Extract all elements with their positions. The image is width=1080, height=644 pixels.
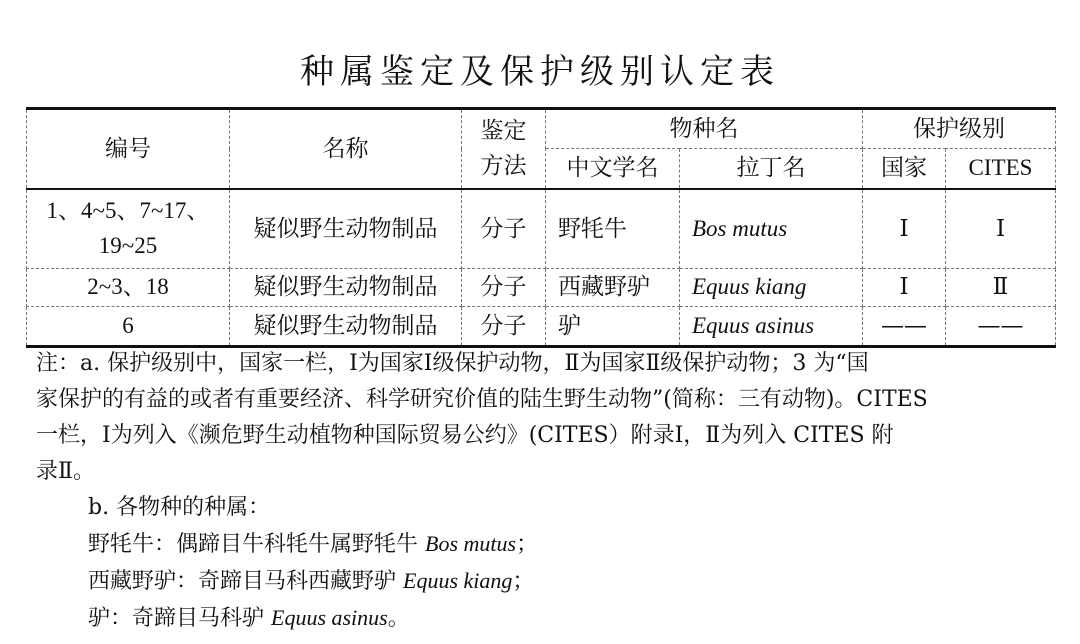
table-row [27, 189, 1056, 269]
header-method-line2: 方法 [480, 152, 527, 179]
row-latin-name: Equus asinus [680, 307, 863, 347]
row-cites-level: Ⅱ [946, 269, 1056, 307]
page-title: 种属鉴定及保护级别认定表 [300, 52, 780, 92]
header-national: 国家 [863, 149, 946, 189]
note-a-line: 一栏，Ⅰ为列入《濒危野生动植物种国际贸易公约》(CITES）附录Ⅰ，Ⅱ为列入 CITES 附 [36, 423, 894, 448]
row-method: 分子 [462, 189, 546, 269]
row-number [27, 189, 230, 269]
header-method [462, 109, 546, 189]
row-cites-level: —— [946, 307, 1056, 347]
header-latin-name: 拉丁名 [680, 149, 863, 189]
note-b-item-suffix: 。 [387, 606, 410, 631]
header-name: 名称 [230, 109, 462, 189]
note-b-item-text: 驴：奇蹄目马科驴 [88, 606, 271, 631]
note-a-line: 注：a. 保护级别中，国家一栏，Ⅰ为国家Ⅰ级保护动物，Ⅱ为国家Ⅱ级保护动物；3 为“国 [36, 351, 869, 376]
note-b-item [36, 563, 1026, 600]
note-b-item-latin: Equus asinus [271, 605, 388, 630]
note-b-item-suffix: ； [512, 569, 535, 594]
row-latin-name: Equus kiang [680, 269, 863, 307]
header-cites: CITES [946, 149, 1056, 189]
note-b-item-text: 西藏野驴：奇蹄目马科西藏野驴 [88, 569, 403, 594]
header-chinese-name: 中文学名 [546, 149, 680, 189]
row-number-line2: 19~25 [98, 232, 158, 258]
row-chinese-name: 西藏野驴 [546, 269, 680, 307]
note-a-line: 家保护的有益的或者有重要经济、科学研究价值的陆生野生动物”(简称：三有动物)。CITES [36, 387, 928, 412]
row-chinese-name: 野牦牛 [546, 189, 680, 269]
table-row [27, 269, 1056, 307]
header-row [27, 109, 1056, 149]
row-number-line1: 1、4~5、7~17、 [46, 198, 210, 224]
row-name: 疑似野生动物制品 [230, 307, 462, 347]
row-national-level: Ⅰ [863, 189, 946, 269]
notes [36, 346, 1026, 637]
note-b-item-latin: Bos mutus [425, 531, 517, 556]
row-national-level: Ⅰ [863, 269, 946, 307]
row-method: 分子 [462, 269, 546, 307]
header-species: 物种名 [546, 109, 863, 149]
header-method-line1: 鉴定 [480, 118, 527, 145]
row-chinese-name: 驴 [546, 307, 680, 347]
species-table [26, 107, 1056, 348]
row-method: 分子 [462, 307, 546, 347]
row-number: 6 [27, 307, 230, 347]
note-a-line: 录Ⅱ。 [36, 459, 95, 484]
note-b-item-text: 野牦牛：偶蹄目牛科牦牛属野牦牛 [88, 532, 425, 557]
row-name: 疑似野生动物制品 [230, 269, 462, 307]
row-number: 2~3、18 [27, 269, 230, 307]
header-protection: 保护级别 [863, 109, 1056, 149]
table-row [27, 307, 1056, 347]
row-latin-name: Bos mutus [680, 189, 863, 269]
header-number: 编号 [27, 109, 230, 189]
row-name: 疑似野生动物制品 [230, 189, 462, 269]
note-b-item [36, 600, 1026, 637]
row-national-level: —— [863, 307, 946, 347]
note-b-item [36, 526, 1026, 563]
note-b-item-latin: Equus kiang [403, 568, 513, 593]
row-cites-level: Ⅰ [946, 189, 1056, 269]
note-b-heading: b. 各物种的种属： [88, 495, 271, 520]
note-b-item-suffix: ； [516, 532, 539, 557]
